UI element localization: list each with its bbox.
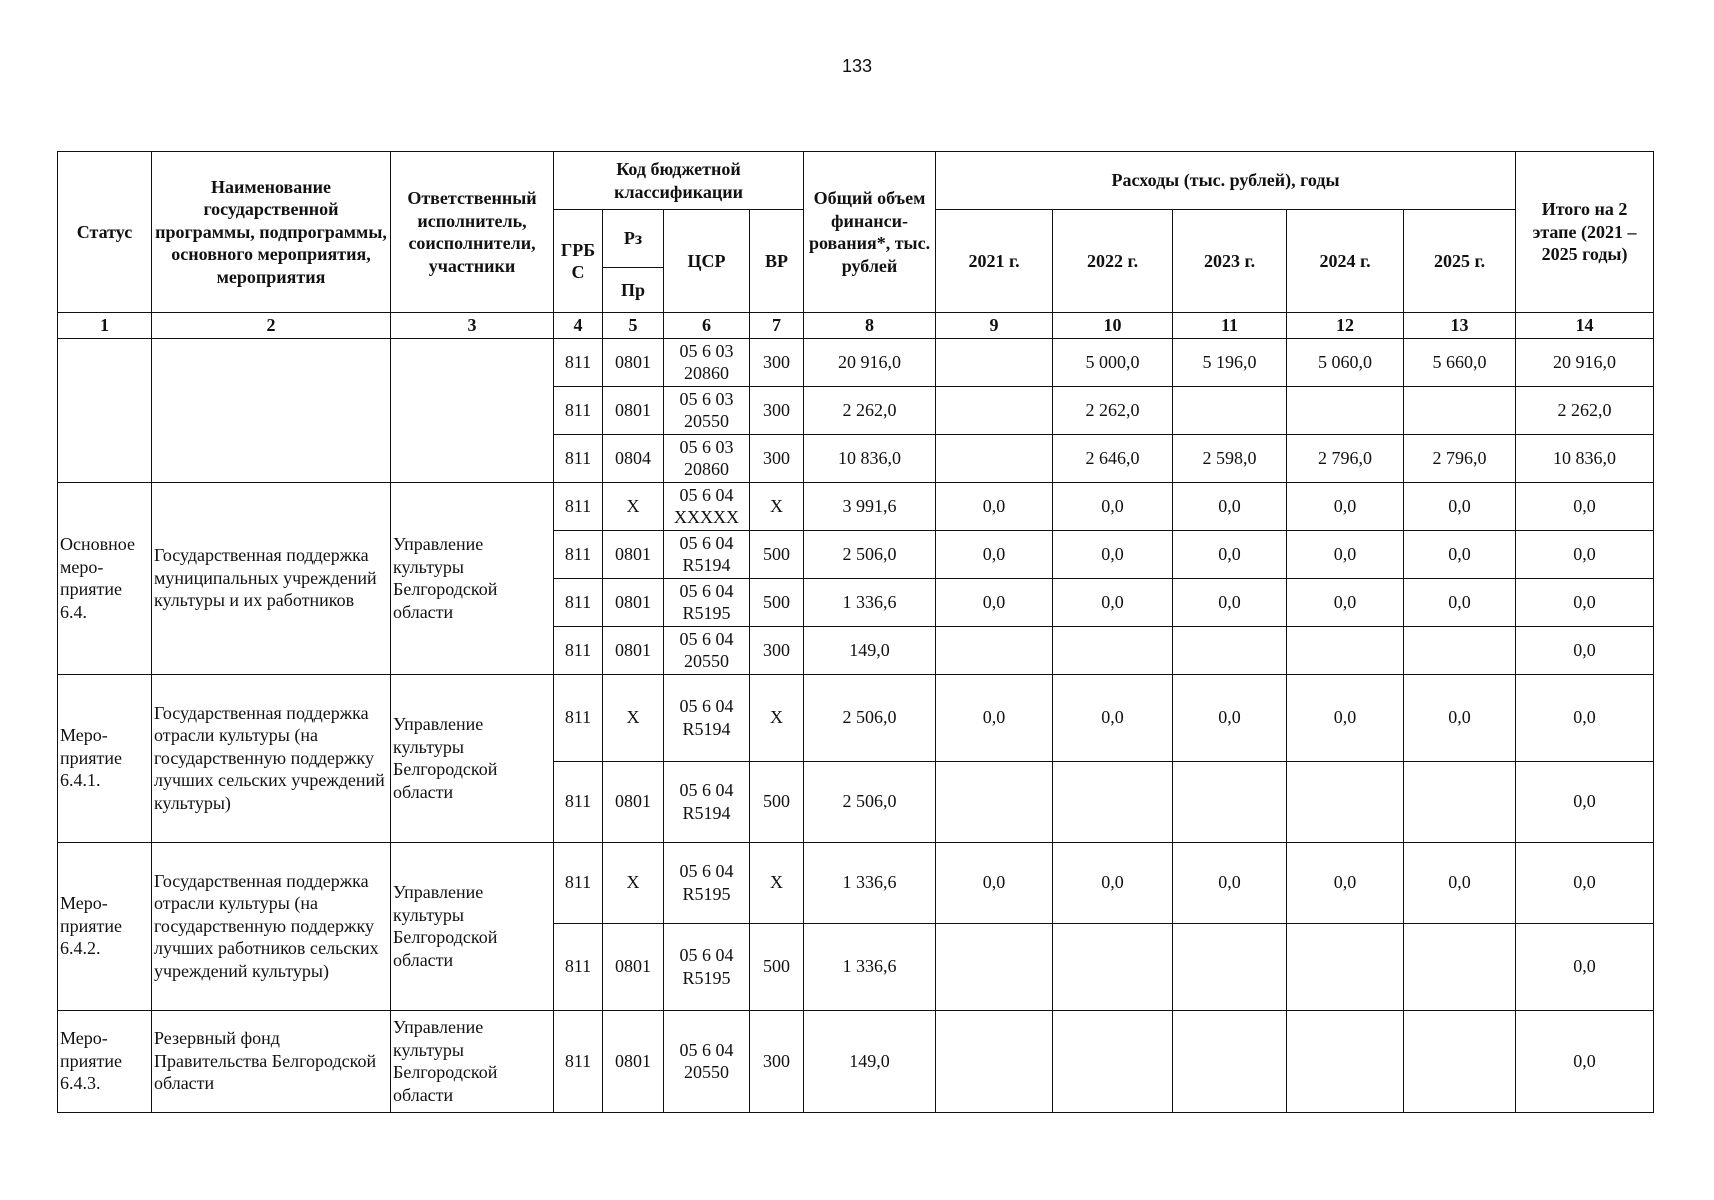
csr-cell: 05 6 04 20550 — [664, 1010, 750, 1112]
col-number: 6 — [664, 313, 750, 339]
year-2025-cell — [1404, 386, 1516, 434]
header-expenses: Расходы (тыс. рублей), годы — [936, 152, 1516, 210]
year-2023-cell: 0,0 — [1173, 674, 1287, 761]
total-cell: 1 336,6 — [804, 578, 936, 626]
grbs-cell: 811 — [554, 761, 603, 842]
year-2025-cell: 0,0 — [1404, 842, 1516, 923]
year-2023-cell: 0,0 — [1173, 578, 1287, 626]
rzpr-cell: 0801 — [603, 338, 664, 386]
year-2024-cell: 2 796,0 — [1287, 434, 1404, 482]
year-2022-cell — [1053, 923, 1173, 1010]
year-2024-cell — [1287, 626, 1404, 674]
rzpr-cell: Х — [603, 842, 664, 923]
year-2021-cell: 0,0 — [936, 530, 1053, 578]
csr-cell: 05 6 03 20860 — [664, 434, 750, 482]
grbs-cell: 811 — [554, 842, 603, 923]
csr-cell: 05 6 04 R5195 — [664, 578, 750, 626]
rzpr-cell: 0801 — [603, 530, 664, 578]
header-rz: Рз — [603, 210, 664, 268]
header-grbs: ГРБ С — [554, 210, 603, 313]
name-cell: Государственная поддержка отрасли культуры (на государственную поддержку лучших работников сельских учреждений культуры) — [152, 842, 391, 1010]
header-year-2022: 2022 г. — [1053, 210, 1173, 313]
csr-cell: 05 6 04 20550 — [664, 626, 750, 674]
year-2023-cell — [1173, 626, 1287, 674]
col-number: 1 — [58, 313, 152, 339]
rzpr-cell: 0801 — [603, 626, 664, 674]
year-2025-cell — [1404, 923, 1516, 1010]
grbs-cell: 811 — [554, 434, 603, 482]
year-2021-cell — [936, 386, 1053, 434]
col-number: 11 — [1173, 313, 1287, 339]
col-number: 12 — [1287, 313, 1404, 339]
name-cell: Государственная поддержка муниципальных учреждений культуры и их работников — [152, 482, 391, 674]
year-2021-cell — [936, 1010, 1053, 1112]
col-number: 3 — [391, 313, 554, 339]
year-2024-cell: 0,0 — [1287, 482, 1404, 530]
responsible-cell: Управление культуры Белгородской области — [391, 1010, 554, 1112]
year-2023-cell: 0,0 — [1173, 482, 1287, 530]
vr-cell: Х — [750, 482, 804, 530]
header-year-2023: 2023 г. — [1173, 210, 1287, 313]
year-2025-cell: 5 660,0 — [1404, 338, 1516, 386]
stage-total-cell: 0,0 — [1516, 761, 1654, 842]
vr-cell: 300 — [750, 434, 804, 482]
year-2025-cell — [1404, 1010, 1516, 1112]
total-cell: 149,0 — [804, 1010, 936, 1112]
year-2023-cell: 5 196,0 — [1173, 338, 1287, 386]
csr-cell: 05 6 04 R5195 — [664, 842, 750, 923]
grbs-cell: 811 — [554, 674, 603, 761]
responsible-cell: Управление культуры Белгородской области — [391, 482, 554, 674]
vr-cell: 300 — [750, 626, 804, 674]
vr-cell: Х — [750, 674, 804, 761]
year-2022-cell: 0,0 — [1053, 530, 1173, 578]
header-total-volume: Общий объем финанси-рования*, тыс. рублей — [804, 152, 936, 313]
grbs-cell: 811 — [554, 338, 603, 386]
year-2023-cell — [1173, 761, 1287, 842]
year-2024-cell: 0,0 — [1287, 842, 1404, 923]
year-2024-cell: 0,0 — [1287, 674, 1404, 761]
csr-cell: 05 6 03 20860 — [664, 338, 750, 386]
vr-cell: 300 — [750, 1010, 804, 1112]
year-2022-cell: 2 646,0 — [1053, 434, 1173, 482]
header-budget-code: Код бюджетной классификации — [554, 152, 804, 210]
col-number: 8 — [804, 313, 936, 339]
col-number: 2 — [152, 313, 391, 339]
table-row — [58, 338, 1654, 386]
col-number: 13 — [1404, 313, 1516, 339]
table-row — [58, 842, 1654, 923]
rzpr-cell: 0801 — [603, 1010, 664, 1112]
status-cell: Меро-приятие 6.4.3. — [58, 1010, 152, 1112]
csr-cell: 05 6 03 20550 — [664, 386, 750, 434]
year-2022-cell: 0,0 — [1053, 578, 1173, 626]
stage-total-cell: 0,0 — [1516, 842, 1654, 923]
year-2021-cell — [936, 626, 1053, 674]
year-2022-cell — [1053, 626, 1173, 674]
year-2025-cell: 2 796,0 — [1404, 434, 1516, 482]
year-2021-cell — [936, 761, 1053, 842]
total-cell: 2 506,0 — [804, 674, 936, 761]
year-2023-cell — [1173, 923, 1287, 1010]
rzpr-cell: 0801 — [603, 761, 664, 842]
header-stage-total: Итого на 2 этапе (2021 – 2025 годы) — [1516, 152, 1654, 313]
rzpr-cell: 0801 — [603, 923, 664, 1010]
stage-total-cell: 0,0 — [1516, 482, 1654, 530]
stage-total-cell: 20 916,0 — [1516, 338, 1654, 386]
name-cell: Резервный фонд Правительства Белгородской области — [152, 1010, 391, 1112]
header-responsible: Ответственный исполнитель, соисполнители, участники — [391, 152, 554, 313]
stage-total-cell: 0,0 — [1516, 530, 1654, 578]
vr-cell: 500 — [750, 530, 804, 578]
year-2024-cell — [1287, 1010, 1404, 1112]
header-csr: ЦСР — [664, 210, 750, 313]
year-2021-cell: 0,0 — [936, 482, 1053, 530]
rzpr-cell: 0804 — [603, 434, 664, 482]
year-2021-cell: 0,0 — [936, 578, 1053, 626]
column-numbers-row — [58, 313, 1654, 339]
grbs-cell: 811 — [554, 923, 603, 1010]
rzpr-cell: 0801 — [603, 578, 664, 626]
vr-cell: 500 — [750, 923, 804, 1010]
year-2024-cell: 5 060,0 — [1287, 338, 1404, 386]
total-cell: 149,0 — [804, 626, 936, 674]
year-2025-cell: 0,0 — [1404, 482, 1516, 530]
year-2025-cell — [1404, 626, 1516, 674]
year-2023-cell: 0,0 — [1173, 842, 1287, 923]
year-2021-cell: 0,0 — [936, 674, 1053, 761]
total-cell: 2 506,0 — [804, 761, 936, 842]
stage-total-cell: 10 836,0 — [1516, 434, 1654, 482]
csr-cell: 05 6 04 ХХХХХ — [664, 482, 750, 530]
total-cell: 1 336,6 — [804, 842, 936, 923]
table-row — [58, 674, 1654, 761]
grbs-cell: 811 — [554, 626, 603, 674]
year-2025-cell: 0,0 — [1404, 530, 1516, 578]
grbs-cell: 811 — [554, 1010, 603, 1112]
page-number: 133 — [841, 56, 873, 76]
col-number: 4 — [554, 313, 603, 339]
status-cell: Меро-приятие 6.4.2. — [58, 842, 152, 1010]
header-vr: ВР — [750, 210, 804, 313]
csr-cell: 05 6 04 R5195 — [664, 923, 750, 1010]
csr-cell: 05 6 04 R5194 — [664, 674, 750, 761]
year-2023-cell — [1173, 386, 1287, 434]
year-2022-cell — [1053, 761, 1173, 842]
total-cell: 1 336,6 — [804, 923, 936, 1010]
col-number: 5 — [603, 313, 664, 339]
total-cell: 2 262,0 — [804, 386, 936, 434]
status-cell: Основное меро-приятие 6.4. — [58, 482, 152, 674]
total-cell: 3 991,6 — [804, 482, 936, 530]
year-2021-cell — [936, 338, 1053, 386]
col-number: 14 — [1516, 313, 1654, 339]
grbs-cell: 811 — [554, 530, 603, 578]
vr-cell: 300 — [750, 338, 804, 386]
total-cell: 2 506,0 — [804, 530, 936, 578]
year-2024-cell: 0,0 — [1287, 530, 1404, 578]
header-name: Наименование государственной программы, подпрограммы, основного мероприятия, мероприятия — [152, 152, 391, 313]
budget-table — [57, 151, 1654, 1113]
total-cell: 20 916,0 — [804, 338, 936, 386]
year-2024-cell — [1287, 761, 1404, 842]
year-2021-cell — [936, 923, 1053, 1010]
year-2022-cell: 5 000,0 — [1053, 338, 1173, 386]
year-2023-cell — [1173, 1010, 1287, 1112]
header-status: Статус — [58, 152, 152, 313]
table-row — [58, 1010, 1654, 1112]
stage-total-cell: 0,0 — [1516, 626, 1654, 674]
csr-cell: 05 6 04 R5194 — [664, 761, 750, 842]
stage-total-cell: 0,0 — [1516, 923, 1654, 1010]
responsible-cell — [391, 338, 554, 482]
year-2025-cell: 0,0 — [1404, 578, 1516, 626]
vr-cell: 500 — [750, 761, 804, 842]
grbs-cell: 811 — [554, 578, 603, 626]
stage-total-cell: 0,0 — [1516, 1010, 1654, 1112]
total-cell: 10 836,0 — [804, 434, 936, 482]
vr-cell: 500 — [750, 578, 804, 626]
status-cell: Меро-приятие 6.4.1. — [58, 674, 152, 842]
year-2021-cell — [936, 434, 1053, 482]
header-pr: Пр — [603, 268, 664, 313]
col-number: 7 — [750, 313, 804, 339]
year-2025-cell — [1404, 761, 1516, 842]
header-year-2021: 2021 г. — [936, 210, 1053, 313]
year-2024-cell: 0,0 — [1287, 578, 1404, 626]
stage-total-cell: 2 262,0 — [1516, 386, 1654, 434]
year-2022-cell: 0,0 — [1053, 842, 1173, 923]
rzpr-cell: Х — [603, 674, 664, 761]
name-cell: Государственная поддержка отрасли культуры (на государственную поддержку лучших сельских учреждений культуры) — [152, 674, 391, 842]
csr-cell: 05 6 04 R5194 — [664, 530, 750, 578]
year-2025-cell: 0,0 — [1404, 674, 1516, 761]
year-2022-cell: 0,0 — [1053, 482, 1173, 530]
year-2024-cell — [1287, 386, 1404, 434]
rzpr-cell: Х — [603, 482, 664, 530]
year-2024-cell — [1287, 923, 1404, 1010]
table-row — [58, 482, 1654, 530]
year-2021-cell: 0,0 — [936, 842, 1053, 923]
year-2023-cell: 2 598,0 — [1173, 434, 1287, 482]
year-2023-cell: 0,0 — [1173, 530, 1287, 578]
responsible-cell: Управление культуры Белгородской области — [391, 674, 554, 842]
col-number: 9 — [936, 313, 1053, 339]
rzpr-cell: 0801 — [603, 386, 664, 434]
grbs-cell: 811 — [554, 386, 603, 434]
col-number: 10 — [1053, 313, 1173, 339]
name-cell — [152, 338, 391, 482]
header-year-2024: 2024 г. — [1287, 210, 1404, 313]
year-2022-cell: 0,0 — [1053, 674, 1173, 761]
year-2022-cell — [1053, 1010, 1173, 1112]
stage-total-cell: 0,0 — [1516, 578, 1654, 626]
vr-cell: Х — [750, 842, 804, 923]
responsible-cell: Управление культуры Белгородской области — [391, 842, 554, 1010]
vr-cell: 300 — [750, 386, 804, 434]
stage-total-cell: 0,0 — [1516, 674, 1654, 761]
year-2022-cell: 2 262,0 — [1053, 386, 1173, 434]
status-cell — [58, 338, 152, 482]
header-year-2025: 2025 г. — [1404, 210, 1516, 313]
grbs-cell: 811 — [554, 482, 603, 530]
